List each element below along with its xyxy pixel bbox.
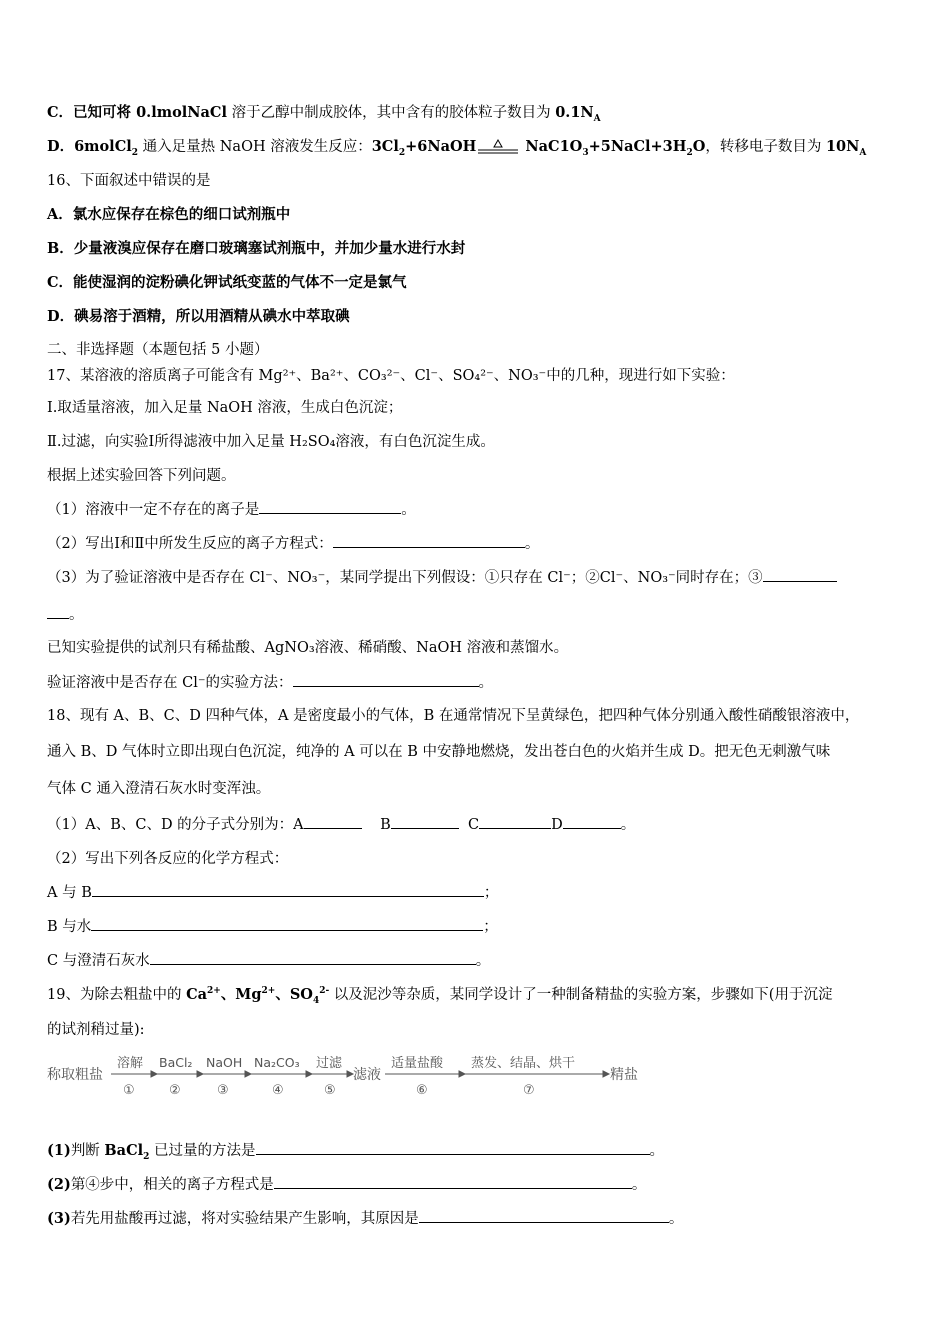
text: 19、为除去粗盐中的: [47, 987, 187, 1003]
text: 3: [582, 147, 589, 158]
q17-part-2: [47, 533, 539, 554]
text: 。: [620, 817, 636, 833]
flow-step-3-label: NaOH: [206, 1055, 243, 1070]
flow-step-6-label: 适量盐酸: [391, 1056, 444, 1071]
text: 4: [312, 995, 320, 1006]
text: （1）A、B、C、D 的分子式分别为：A: [47, 817, 304, 833]
answer-blank[interactable]: [293, 672, 479, 687]
flow-step-4-label: Na₂CO₃: [254, 1055, 300, 1070]
procedure-flow-diagram: [47, 1052, 667, 1104]
text: 验证溶液中是否存在 Cl⁻的实验方法：: [47, 675, 293, 691]
text: 判断: [70, 1143, 105, 1159]
q17-part-3: [47, 567, 837, 588]
flow-step-4-number: ④: [272, 1083, 284, 1098]
q18-stem-line-2: 通入 B、D 气体时立即出现白色沉淀，纯净的 A 可以在 B 中安静地燃烧，发出苍白色的火焰并生成 D。把无色无刺激气味: [47, 744, 831, 760]
answer-blank[interactable]: [391, 814, 459, 829]
q16-option-b: B．少量液溴应保存在磨口玻璃塞试剂瓶中，并加少量水进行水封: [47, 240, 466, 257]
text: 。: [475, 953, 491, 969]
text: 2: [143, 1151, 150, 1162]
text: +5NaCl+3H: [588, 138, 687, 155]
text: 2+: [261, 986, 276, 997]
heat-equals-icon: [476, 138, 520, 156]
text: (2): [47, 1176, 71, 1193]
text: D．: [47, 138, 75, 155]
text: 0.1N: [555, 104, 594, 121]
answer-blank[interactable]: [763, 567, 837, 582]
text: C．已知可将: [47, 104, 137, 121]
q15-option-d: [47, 137, 866, 157]
q16-option-c: C．能使湿润的淀粉碘化钾试纸变蓝的气体不一定是氯气: [47, 274, 407, 291]
text: 3Cl: [371, 138, 399, 155]
answer-blank[interactable]: [47, 604, 69, 619]
q15-option-c: [47, 103, 601, 123]
text: 2: [131, 147, 139, 158]
text: Ca: [186, 986, 207, 1003]
q19-part-3: [47, 1208, 683, 1229]
q19-stem-line-2: 的试剂稍过量):: [47, 1022, 145, 1038]
q18-a-b: [47, 882, 498, 903]
text: 。: [524, 536, 540, 552]
answer-blank[interactable]: [92, 882, 484, 897]
text: B 与水: [47, 919, 92, 935]
text: 通入足量热 NaOH 溶液发生反应：: [138, 139, 372, 155]
text: A: [859, 147, 867, 158]
q19-part-1: [47, 1140, 664, 1161]
text: (1): [47, 1142, 71, 1159]
q17-part-1: [47, 499, 416, 520]
text: 2+: [207, 986, 221, 997]
q17-intro: 根据上述实验回答下列问题。: [47, 468, 236, 484]
text: O: [692, 138, 706, 155]
flow-step-2-label: BaCl₂: [159, 1055, 193, 1070]
text: （1）溶液中一定不存在的离子是: [47, 502, 260, 518]
text: 已过量的方法是: [149, 1143, 256, 1159]
flow-step-1-number: ①: [123, 1083, 135, 1098]
q18-c-limewater: [47, 950, 490, 971]
text: 。: [649, 1143, 664, 1159]
q19-stem-line-1: [47, 985, 832, 1005]
section-heading: 二、非选择题（本题包括 5 小题）: [47, 342, 269, 358]
q17-reagents: 已知实验提供的试剂只有稀盐酸、AgNO₃溶液、稀硝酸、NaOH 溶液和蒸馏水。: [47, 640, 569, 656]
q18-part-1: [47, 814, 635, 835]
text: ，转移电子数目为: [705, 139, 826, 155]
q18-part-2: （2）写出下列各反应的化学方程式：: [47, 851, 289, 867]
flow-step-7-label: 蒸发、结晶、烘干: [471, 1056, 576, 1071]
text: 2-: [319, 986, 330, 997]
text: 、SO: [275, 986, 313, 1003]
flow-step-6-number: ⑥: [416, 1083, 428, 1098]
text: 。: [478, 675, 493, 691]
answer-blank[interactable]: [333, 533, 525, 548]
flow-step-5-label: 过滤: [316, 1056, 343, 1071]
text: 6molCl: [74, 138, 132, 155]
text: 2: [398, 147, 406, 158]
answer-blank[interactable]: [150, 950, 476, 965]
text: BaCl: [104, 1142, 144, 1159]
answer-blank[interactable]: [274, 1174, 632, 1189]
text: (3): [47, 1210, 71, 1227]
text: A: [593, 113, 601, 124]
text: 。: [631, 1177, 647, 1193]
text: 。: [401, 502, 416, 518]
text: B: [380, 817, 391, 833]
text: ；: [483, 885, 499, 901]
text: 、Mg: [220, 986, 262, 1003]
text: D: [551, 817, 563, 833]
flow-start-label: 称取粗盐: [47, 1067, 103, 1083]
flow-filtrate-label: 滤液: [353, 1067, 381, 1083]
q18-stem-line-3: 气体 C 通入澄清石灰水时变浑浊。: [47, 781, 271, 797]
q18-stem-line-1: 18、现有 A、B、C、D 四种气体，A 是密度最小的气体，B 在通常情况下呈黄绿色，把四种气体分别通入酸性硝酸银溶液中，: [47, 708, 860, 724]
text: 以及泥沙等杂质，某同学设计了一种制备精盐的实验方案，步骤如下(用于沉淀: [329, 987, 833, 1003]
q19-part-2: [47, 1174, 646, 1195]
q17-experiment-2: Ⅱ.过滤，向实验Ⅰ所得滤液中加入足量 H₂SO₄溶液，有白色沉淀生成。: [47, 434, 495, 450]
text: A 与 B: [47, 885, 92, 901]
text: 第④步中，相关的离子方程式是: [70, 1177, 274, 1193]
text: 。: [69, 607, 84, 623]
text: （2）写出Ⅰ和Ⅱ中所发生反应的离子方程式：: [47, 536, 333, 552]
q16-option-d: D．碘易溶于酒精，所以用酒精从碘水中萃取碘: [47, 308, 350, 325]
flow-step-3-number: ③: [217, 1083, 229, 1098]
text: ；: [483, 919, 498, 935]
text: NaC1O: [520, 138, 583, 155]
flow-step-1-label: 溶解: [117, 1056, 144, 1071]
flow-step-7-number: ⑦: [523, 1083, 535, 1098]
text: 若先用盐酸再过滤，将对实验结果产生影响，其原因是: [70, 1211, 419, 1227]
text: 10N: [825, 138, 860, 155]
q17-stem: 17、某溶液的溶质离子可能含有 Mg²⁺、Ba²⁺、CO₃²⁻、Cl⁻、SO₄²⁻、NO₃⁻中的几种，现进行如下实验：: [47, 368, 735, 384]
q17-part-3-cont: [47, 604, 84, 625]
answer-blank[interactable]: [419, 1208, 669, 1223]
answer-blank[interactable]: [259, 499, 401, 514]
text: （3）为了验证溶液中是否存在 Cl⁻、NO₃⁻，某同学提出下列假设：①只存在 Cl⁻；②Cl⁻、NO₃⁻同时存在；③: [47, 570, 763, 586]
answer-blank[interactable]: [256, 1140, 650, 1155]
text: C 与澄清石灰水: [47, 953, 150, 969]
text: 2: [686, 147, 693, 158]
answer-blank[interactable]: [563, 814, 621, 829]
text: +6NaOH: [405, 138, 477, 155]
text: 0.lmolNaCl: [136, 104, 227, 121]
answer-blank[interactable]: [479, 814, 551, 829]
flow-step-5-number: ⑤: [324, 1083, 336, 1098]
q17-experiment-1: Ⅰ.取适量溶液，加入足量 NaOH 溶液，生成白色沉淀；: [47, 400, 403, 416]
flow-step-2-number: ②: [169, 1083, 181, 1098]
text: 溶于乙醇中制成胶体，其中含有的胶体粒子数目为: [226, 105, 556, 121]
answer-blank[interactable]: [304, 814, 362, 829]
q16-option-a: A．氯水应保存在棕色的细口试剂瓶中: [47, 206, 291, 223]
flow-end-label: 精盐: [610, 1067, 638, 1083]
q16-stem: 16、下面叙述中错误的是: [47, 173, 211, 189]
q17-part-4: [47, 672, 493, 693]
q18-b-water: [47, 916, 498, 937]
answer-blank[interactable]: [91, 916, 483, 931]
text: 。: [668, 1211, 684, 1227]
text: C: [467, 817, 480, 833]
